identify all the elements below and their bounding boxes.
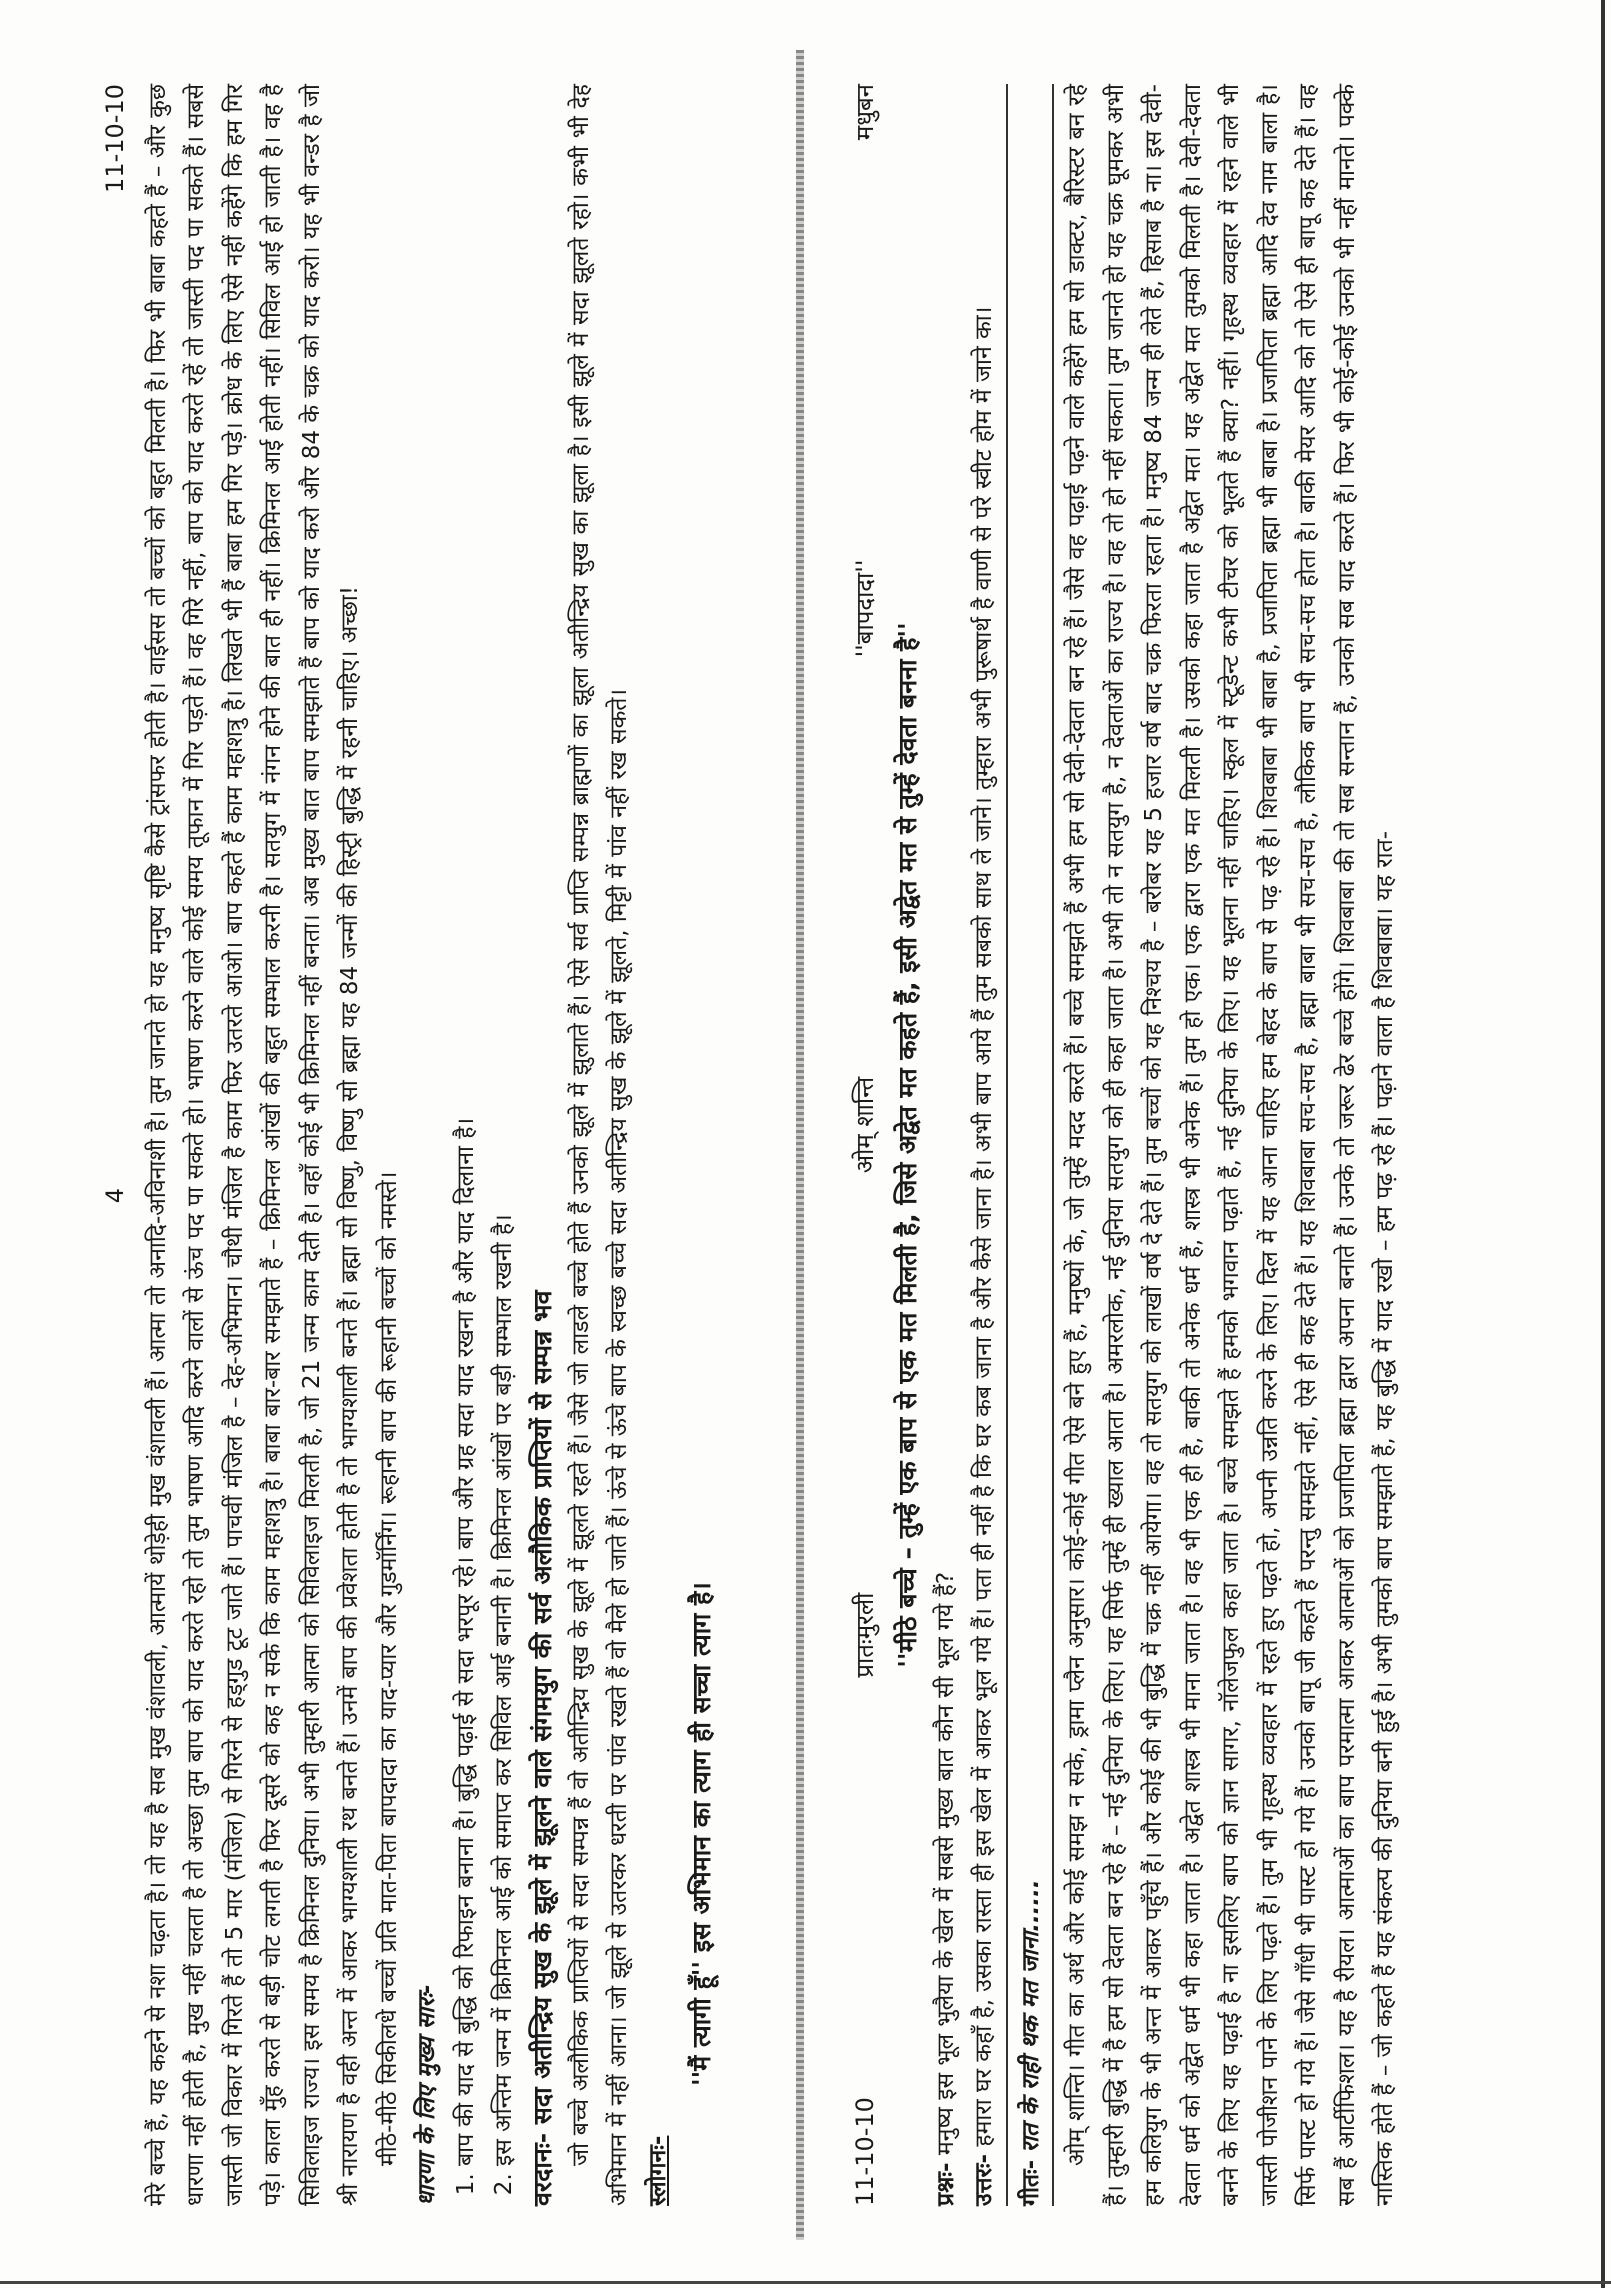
question-label: प्रश्नः- (932, 2162, 959, 2206)
speaker: ''बापदादा'' (851, 559, 879, 658)
song-title: रात के राही थक मत जाना...... (1017, 1879, 1044, 2153)
dharna-point: 1. बाप की याद से बुद्धि को रिफाइन बनाना है। बुद्धि पढ़ाई से सदा भरपूर रहे। बाप और ग्रह सदा याद रखना है और याद दिलाना है। (447, 84, 486, 2166)
right-page (840, 70, 1520, 2220)
greeting: ओम् शान्ति (851, 1076, 879, 1174)
dharna-heading: धारणा के लिए मुख्य सारः- (414, 1984, 440, 2206)
page-fold-divider (796, 50, 804, 2240)
answer-text: हमारा घर कहाँ है, उसका रास्ता ही इस खेल में आकर भूल गये हैं। पता ही नहीं है कि घर कब जाना है और कैसे जाना है। अभी बाप आये हैं तुम सबको साथ ले जाने। तुम्हारा अभी पुरूषार्थ है वाणी से परे स्वीट होम में जाने का। (971, 306, 997, 2147)
dharna-list (447, 84, 524, 2206)
left-page-blank (96, 2198, 135, 2206)
song-label: गीतः- (1017, 2159, 1044, 2206)
page-number: 4 (101, 1188, 129, 1204)
vardan-heading (524, 84, 562, 2206)
dharna-point: 2. इस अन्तिम जन्म में क्रिमिनल आई को समाप्त कर सिविल आई बनानी है। क्रिमिनल आंखों पर बड़ी सम्भाल रखनी है। (485, 84, 524, 2166)
murli-title: ''मीठे बच्चे – तुम्हें एक बाप से एक मत मिलती है, जिसे अद्वेत मत कहते हैं, इसी अद्वेत मत से तुम्हें देवता बनना है'' (892, 622, 922, 1668)
left-page (90, 70, 770, 2220)
song-block (1012, 84, 1051, 2206)
left-page-header (96, 84, 135, 2206)
left-page-content (90, 70, 770, 2220)
answer-label: उत्तरः- (971, 2153, 997, 2206)
right-page-body: ओम् शान्ति। गीत का अर्थ और कोई समझ न सके, ड्रामा प्लैन अनुसार। कोई-कोई गीत ऐसे बने हुए हैं, मनुष्यों के, जो तुम्हें मदद करते हैं। बच्चे समझते हैं अभी हम सो देवी-देवता बन रहे हैं। जैसे वह पढ़ाई पढ़ने वाले कहेंगे हम सो डाक्टर, बैरिस्टर बन रहे हैं। तुम्हारी बुद्धि में है हम सो देवता बन रहे हैं – नई दुनिया के लिए। यह सिर्फ तुम्हें ही ख्याल आता है। अमरलोक, नई दुनिया सतयुग को ही कहा जाता है। अभी तो न सतयुग है, न देवताओं का राज्य है। वह तो हो नहीं सकता। तुम जानते हो यह चक्र घूमकर अभी हम कलियुग के भी अन्त में आकर पहुँचे हैं। और कोई की भी बुद्धि में चक्र नहीं आयेगा। वह तो सतयुग को लाखों वर्ष दे देते हैं। तुम बच्चों को यह निश्चय है – बरोबर यह 5 हजार वर्ष बाद चक्र फिरता रहता है। मनुष्य 84 जन्म ही लेते हैं, हिसाब है ना। इस देवी-देवता धर्म को अद्वेत धर्म भी कहा जाता है। अद्वेत शास्त्र भी माना जाता है। वह भी एक ही है, बाकी तो अनेक धर्म हैं, शास्त्र भी अनेक हैं। तुम हो एक। एक द्वारा एक मत मिलती है। उसको कहा जाता है अद्वेत मत। यह अद्वेत मत तुमको मिलती है। देवी-देवता बनने के लिए यह पढ़ाई है ना इसलिए बाप को ज्ञान सागर, नॉलेजफुल कहा जाता है। बच्चे समझते हैं हमको भगवान पढ़ाते हैं, नई दुनिया के लिए। यह भूलना नहीं चाहिए। स्कूल में स्टूडेन्ट कभी टीचर को भूलते हैं क्या? नहीं। गृहस्थ व्यवहार में रहने वाले भी जास्ती पोजीशन पाने के लिए पढ़ते हैं। तुम भी गृहस्थ व्यवहार में रहते हुए पढ़ते हो, अपनी उन्नति करने के लिए। दिल में यह आना चाहिए हम बेहद के बाप से पढ़ रहे हैं। शिवबाबा भी बाबा है, प्रजापिता ब्रह्मा भी बाबा है। प्रजापिता ब्रह्मा आदि देव नाम बाला है। सिर्फ पास्ट हो गये हैं। जैसे गाँधी भी पास्ट हो गये हैं। उनको बापू जी कहते हैं परन्तु समझते नहीं, ऐसे ही कह देते हैं। यह शिवबाबा सच-सच है, ब्रह्मा बाबा भी सच-सच है, लौकिक बाप भी सच-सच होता है। बाकी मेयर आदि को तो ऐसे ही बापू कह देते हैं। वह सब हैं आर्टीफिशल। यह है रीयल। आत्माओं का बाप परमात्मा आकर आत्माओं को प्रजापिता ब्रह्मा द्वारा अपना बनाते हैं। उनके तो जरूर ढेर बच्चे होंगे। शिवबाबा की तो सब सन्तान हैं, उनको सब याद करते हैं। फिर भी कोई-कोई उनको भी नहीं मानते। पक्के नास्तिक होते हैं – जो कहते हैं यह संकल्प की दुनिया बनी हुई है। अभी तुमको बाप समझाते हैं, यह बुद्धि में याद रखो – हम पढ़ रहे हैं। पढ़ाने वाला है शिवबाबा। यह रात- (1064, 84, 1398, 2206)
vardan-title: सदा अतीन्द्रिय सुख के झूले में झूलने वाले संगमयुग की सर्व अलौकिक प्राप्तियों से सम्पन्न भव (527, 1290, 557, 2125)
vardan-label: वरदानः- (527, 2132, 557, 2206)
right-page-date: 11-10-10 (851, 2097, 879, 2206)
closing-remarks: मीठे-मीठे सिकीलधे बच्चों प्रति मात-पिता बापदादा का याद-प्यार और गुडमॉर्निंग। रूहानी बाप की रूहानी बच्चों को नमस्ते। (375, 1171, 402, 2166)
divider-bottom (1052, 84, 1054, 2206)
left-page-body: मेरे बच्चे हैं, यह कहने से नशा चढ़ता है। तो यह है सब मुख वंशावली, आत्मायें थोड़ेही मुख वंशावली हैं। आत्मा तो अनादि-अविनाशी है। तुम जानते हो यह मनुष्य सृष्टि कैसे ट्रांसफर होती है। वाईसस तो बच्चों को बहुत मिलती है। फिर भी बाबा कहते हैं – और कुछ धारणा नहीं होती है, मुख नहीं चलता है तो अच्छा तुम बाप को याद करते रहो तो तुम भाषण आदि करने वालों से ऊंच पद पा सकते हो। भाषण करने वाले कोई समय तूफान में गिर पड़ते हैं। वह गिरे नहीं, बाप को याद करते रहें तो जास्ती पद पा सकते हैं। सबसे जास्ती जो विकार में गिरते हैं तो 5 मार (मंजिल) से गिरने से हड्गुड टूट जाते हैं। पाचवीं मंजिल है – देह-अभिमान। चौथी मंजिल है काम फिर उतरते आओ। बाप कहते हैं काम महाशत्रु है। लिखते भी हैं बाबा हम गिर पड़े। क्रोध के लिए ऐसे नहीं कहेंगे कि हम गिर पड़े। काला मुँह करते से बड़ी चोट लगती है फिर दूसरे को कह न सके कि काम महाशत्रु है। बाबा बार-बार समझाते हैं – क्रिमिनल आंखों की बहुत सम्भाल करनी है। सतयुग में नंगन होने की बात ही नहीं। क्रिमिनल आई होती नहीं। सिविल आई हो जाती है। वह है सिविलाइज राज्य। इस समय है क्रिमिनल दुनिया। अभी तुम्हारी आत्मा को सिविलाइज मिलती है, जो 21 जन्म काम देती है। वहाँ कोई भी क्रिमिनल नहीं बनता। अब मुख्य बात बाप समझाते हैं बाप को याद करो और 84 के चक्र को याद करो। यह भी वन्डर है जो श्री नारायण है वही अन्त में आकर भाग्यशाली रथ बनते हैं। उनमें बाप की प्रवेशता होती है तो भाग्यशाली बनते हैं। ब्रह्मा सो विष्णु, विष्णु सो ब्रह्मा यह 84 जन्मों की हिस्ट्री बुद्धि में रहनी चाहिए। अच्छा! (144, 84, 363, 2206)
left-page-date: 11-10-10 (101, 84, 129, 193)
right-page-header (846, 84, 885, 2206)
divider-top (1006, 84, 1008, 2206)
murli-type: प्रातःमुरली (851, 1592, 879, 1678)
question-text: मनुष्य इस भूल भुलैया के खेल में सबसे मुख्य बात कौन सी भूल गये हैं? (932, 1571, 959, 2156)
question-block (927, 84, 966, 2206)
place: मधुबन (851, 84, 879, 141)
slogan-label: स्लोगनः- (644, 2135, 671, 2206)
scan-edge-bottom (0, 2281, 1611, 2284)
answer-block (965, 84, 1004, 2206)
right-page-content (840, 70, 1520, 2220)
vardan-body: जो बच्चे अलौकिक प्राप्तियों से सदा सम्पन्न हैं वो अतीन्द्रिय सुख के झूले में झूलते रहते हैं। जैसे जो लाडले बच्चे होते हैं उनको झूले में झुलाते हैं। ऐसे सर्व प्राप्ति सम्पन्न ब्राह्मणों का झूला अतीन्द्रिय सुख का झूला है। इसी झूले में सदा झूलते रहो। कभी भी देह अभिमान में नहीं आना। जो झूले से उतरकर धरती पर पांव रखते हैं वो मैले हो जाते हैं। ऊंचे से ऊंचे बाप के स्वच्छ बच्चे सदा अतीन्द्रिय सुख के झूले में झूलते, मिट्टी में पांव नहीं रख सकते। (567, 84, 632, 2206)
scan-edge-right (1601, 0, 1605, 2288)
slogan-text: ''मैं त्यागी हूँ'' इस अभिमान का त्याग ही सच्चा त्याग है। (687, 1582, 716, 2086)
